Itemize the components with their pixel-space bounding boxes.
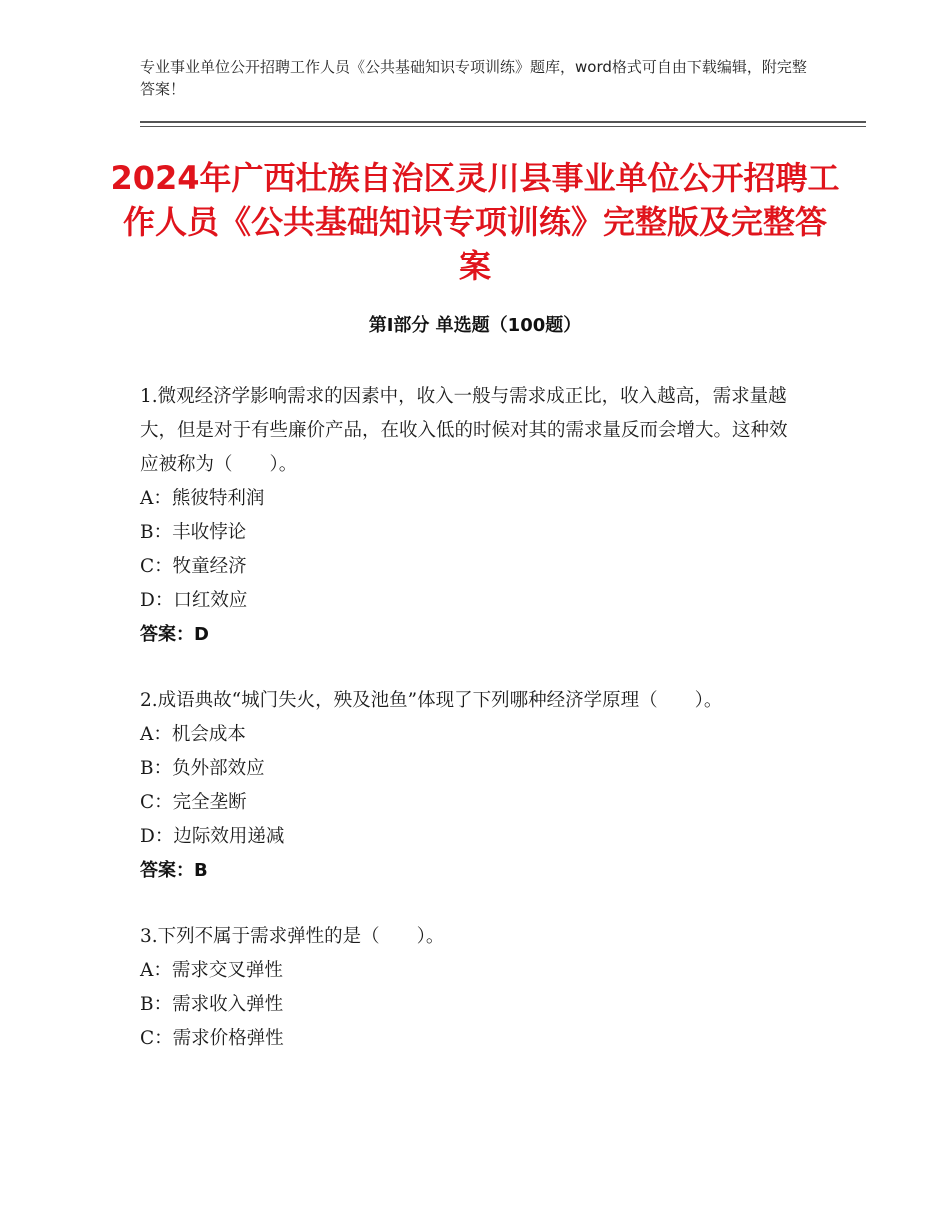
header-divider-thin bbox=[140, 126, 866, 127]
question-stem: 1.微观经济学影响需求的因素中，收入一般与需求成正比，收入越高，需求量越大，但是对于有些廉价产品，在收入低的时候对其的需求量反而会增大。这种效应被称为（ ）。 bbox=[140, 386, 788, 475]
option-d: D：边际效用递减 bbox=[140, 826, 285, 847]
option-c: C：牧童经济 bbox=[140, 556, 247, 577]
answer-line: 答案：D bbox=[140, 624, 209, 645]
option-b: B：需求收入弹性 bbox=[140, 994, 284, 1015]
question-stem: 3.下列不属于需求弹性的是（ ）。 bbox=[140, 926, 445, 947]
option-c: C：需求价格弹性 bbox=[140, 1028, 284, 1049]
option-a: A：需求交叉弹性 bbox=[140, 960, 283, 981]
question-stem: 2.成语典故“城门失火，殃及池鱼”体现了下列哪种经济学原理（ ）。 bbox=[140, 690, 723, 711]
header-note: 专业事业单位公开招聘工作人员《公共基础知识专项训练》题库，word格式可自由下载编辑，附完整答案！ bbox=[140, 58, 807, 98]
header-divider-thick bbox=[140, 121, 866, 123]
section-heading: 第Ⅰ部分 单选题（100题） bbox=[368, 315, 582, 336]
option-a: A：熊彼特利润 bbox=[140, 488, 265, 509]
option-d: D：口红效应 bbox=[140, 590, 248, 611]
document-title: 2024年广西壮族自治区灵川县事业单位公开招聘工作人员《公共基础知识专项训练》完整版及完整答案 bbox=[110, 159, 840, 285]
option-a: A：机会成本 bbox=[140, 724, 246, 745]
question-item bbox=[140, 380, 795, 652]
question-item bbox=[140, 684, 795, 888]
option-b: B：负外部效应 bbox=[140, 758, 265, 779]
question-list bbox=[140, 380, 795, 1088]
option-c: C：完全垄断 bbox=[140, 792, 247, 813]
answer-line: 答案：B bbox=[140, 860, 208, 881]
option-b: B：丰收悖论 bbox=[140, 522, 247, 543]
question-item bbox=[140, 920, 795, 1056]
